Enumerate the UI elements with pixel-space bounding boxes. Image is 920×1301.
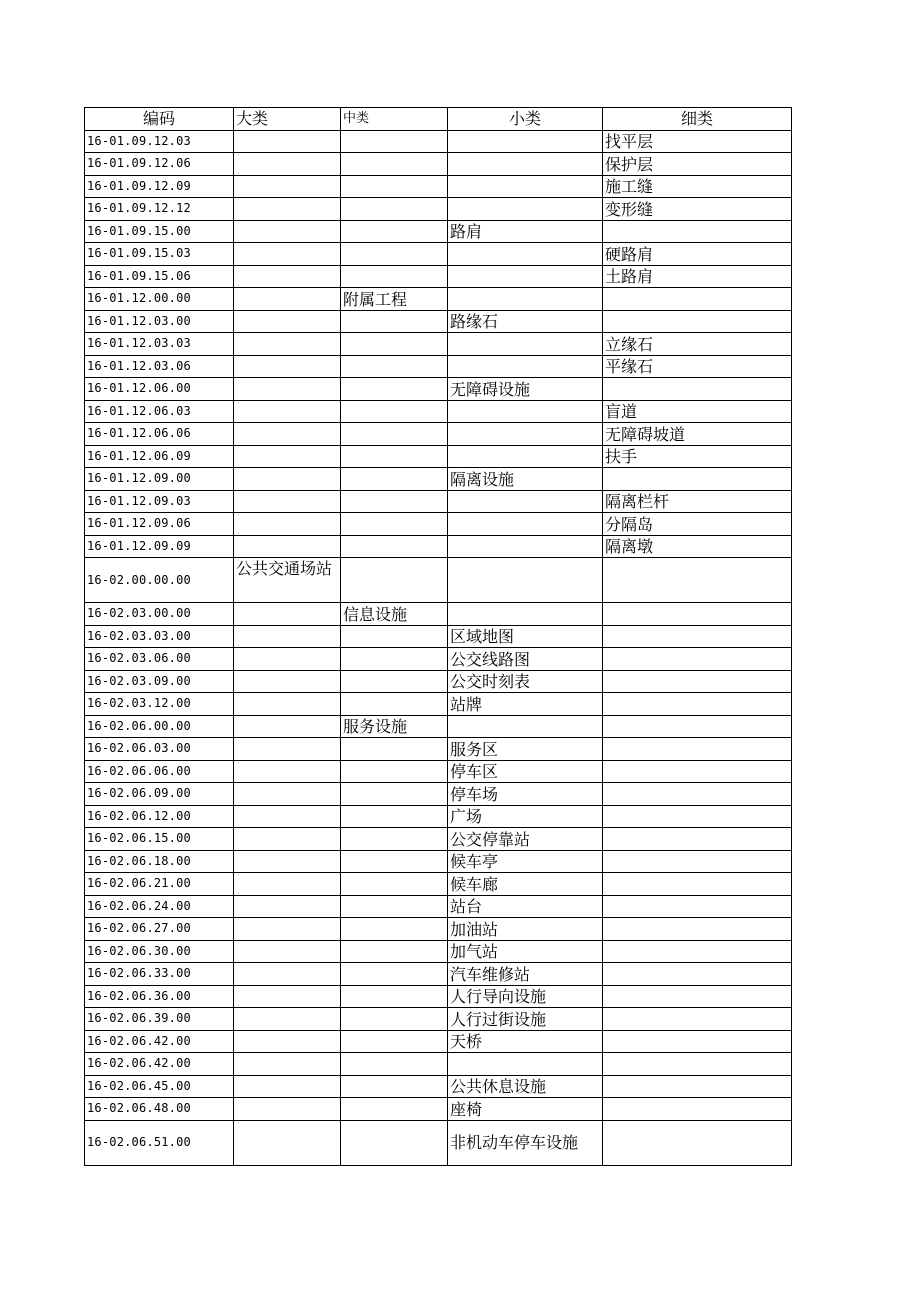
cell-code: 16-02.03.09.00: [85, 670, 234, 693]
cell-middle: [341, 400, 448, 423]
table-row: [85, 895, 792, 918]
cell-code: 16-02.06.36.00: [85, 985, 234, 1008]
cell-code: 16-02.06.48.00: [85, 1098, 234, 1121]
cell-major: [234, 1075, 341, 1098]
table-row: [85, 1053, 792, 1076]
table-row: [85, 445, 792, 468]
cell-detail: [603, 670, 792, 693]
cell-code: 16-01.12.09.06: [85, 513, 234, 536]
cell-major: [234, 468, 341, 491]
cell-minor: 公交停靠站: [448, 828, 603, 851]
cell-middle: [341, 693, 448, 716]
cell-code: 16-02.06.33.00: [85, 963, 234, 986]
cell-minor: 加气站: [448, 940, 603, 963]
cell-middle: [341, 850, 448, 873]
cell-major: [234, 198, 341, 221]
cell-minor: [448, 130, 603, 153]
cell-detail: [603, 918, 792, 941]
cell-code: 16-02.06.03.00: [85, 738, 234, 761]
cell-detail: [603, 693, 792, 716]
header-code: 编码: [85, 108, 234, 131]
table-row: [85, 220, 792, 243]
cell-code: 16-01.12.09.09: [85, 535, 234, 558]
cell-major: [234, 445, 341, 468]
cell-code: 16-01.09.12.12: [85, 198, 234, 221]
cell-middle: [341, 1075, 448, 1098]
cell-detail: [603, 288, 792, 311]
cell-detail: 找平层: [603, 130, 792, 153]
cell-major: [234, 378, 341, 401]
cell-minor: [448, 513, 603, 536]
cell-middle: [341, 648, 448, 671]
cell-detail: 隔离栏杆: [603, 490, 792, 513]
cell-minor: 广场: [448, 805, 603, 828]
cell-middle: [341, 760, 448, 783]
header-row: [85, 108, 792, 131]
cell-middle: [341, 153, 448, 176]
table-row: [85, 288, 792, 311]
cell-middle: [341, 1098, 448, 1121]
table-row: [85, 715, 792, 738]
cell-detail: 土路肩: [603, 265, 792, 288]
cell-code: 16-01.12.06.06: [85, 423, 234, 446]
cell-code: 16-01.09.15.00: [85, 220, 234, 243]
table-row: [85, 738, 792, 761]
cell-major: 公共交通场站: [234, 558, 341, 603]
cell-code: 16-02.06.45.00: [85, 1075, 234, 1098]
table-row: [85, 828, 792, 851]
cell-middle: [341, 828, 448, 851]
cell-code: 16-02.06.51.00: [85, 1120, 234, 1165]
table-row: [85, 490, 792, 513]
cell-minor: 天桥: [448, 1030, 603, 1053]
cell-major: [234, 918, 341, 941]
cell-major: [234, 940, 341, 963]
cell-detail: [603, 963, 792, 986]
classification-table: [84, 107, 792, 1166]
cell-code: 16-02.06.06.00: [85, 760, 234, 783]
cell-code: 16-01.09.12.06: [85, 153, 234, 176]
cell-major: [234, 153, 341, 176]
cell-detail: [603, 738, 792, 761]
cell-major: [234, 985, 341, 1008]
cell-detail: 施工缝: [603, 175, 792, 198]
cell-middle: 信息设施: [341, 603, 448, 626]
table-row: [85, 153, 792, 176]
cell-code: 16-02.06.42.00: [85, 1053, 234, 1076]
cell-major: [234, 175, 341, 198]
cell-middle: [341, 895, 448, 918]
cell-middle: [341, 625, 448, 648]
table-row: [85, 355, 792, 378]
header-major: 大类: [234, 108, 341, 131]
cell-detail: 立缘石: [603, 333, 792, 356]
cell-major: [234, 490, 341, 513]
cell-major: [234, 333, 341, 356]
table-row: [85, 1075, 792, 1098]
table-row: [85, 648, 792, 671]
cell-detail: [603, 378, 792, 401]
cell-middle: [341, 963, 448, 986]
cell-middle: [341, 873, 448, 896]
cell-minor: [448, 490, 603, 513]
cell-minor: [448, 535, 603, 558]
cell-detail: [603, 220, 792, 243]
cell-detail: 平缘石: [603, 355, 792, 378]
cell-major: [234, 715, 341, 738]
cell-minor: [448, 355, 603, 378]
table-row: [85, 198, 792, 221]
cell-minor: 人行导向设施: [448, 985, 603, 1008]
header-middle: 中类: [341, 108, 448, 131]
cell-code: 16-02.06.42.00: [85, 1030, 234, 1053]
cell-middle: [341, 940, 448, 963]
cell-detail: [603, 873, 792, 896]
cell-code: 16-01.12.00.00: [85, 288, 234, 311]
cell-major: [234, 625, 341, 648]
table-row: [85, 130, 792, 153]
cell-code: 16-02.06.39.00: [85, 1008, 234, 1031]
cell-code: 16-01.09.12.09: [85, 175, 234, 198]
cell-middle: [341, 1008, 448, 1031]
cell-middle: [341, 783, 448, 806]
cell-code: 16-01.09.15.03: [85, 243, 234, 266]
cell-minor: 服务区: [448, 738, 603, 761]
cell-detail: [603, 603, 792, 626]
cell-middle: 附属工程: [341, 288, 448, 311]
cell-major: [234, 535, 341, 558]
cell-major: [234, 963, 341, 986]
cell-detail: [603, 715, 792, 738]
table-row: [85, 423, 792, 446]
cell-minor: [448, 400, 603, 423]
cell-detail: [603, 940, 792, 963]
table-row: [85, 603, 792, 626]
table-row: [85, 963, 792, 986]
cell-minor: 路肩: [448, 220, 603, 243]
cell-detail: [603, 1120, 792, 1165]
cell-code: 16-02.03.12.00: [85, 693, 234, 716]
cell-detail: 硬路肩: [603, 243, 792, 266]
cell-major: [234, 1030, 341, 1053]
table-row: [85, 1098, 792, 1121]
cell-detail: [603, 850, 792, 873]
cell-minor: 区域地图: [448, 625, 603, 648]
cell-middle: [341, 805, 448, 828]
cell-minor: [448, 175, 603, 198]
table-row: [85, 670, 792, 693]
cell-middle: [341, 423, 448, 446]
cell-minor: 隔离设施: [448, 468, 603, 491]
cell-major: [234, 828, 341, 851]
cell-middle: [341, 513, 448, 536]
cell-major: [234, 130, 341, 153]
cell-detail: [603, 310, 792, 333]
cell-middle: [341, 1030, 448, 1053]
cell-minor: [448, 445, 603, 468]
cell-major: [234, 220, 341, 243]
table-row: [85, 513, 792, 536]
table-row: [85, 400, 792, 423]
cell-middle: [341, 220, 448, 243]
cell-minor: [448, 198, 603, 221]
cell-major: [234, 648, 341, 671]
cell-major: [234, 513, 341, 536]
cell-middle: [341, 985, 448, 1008]
table-row: [85, 985, 792, 1008]
cell-middle: [341, 130, 448, 153]
cell-minor: 汽车维修站: [448, 963, 603, 986]
cell-minor: [448, 153, 603, 176]
table-row: [85, 558, 792, 603]
cell-code: 16-01.12.06.00: [85, 378, 234, 401]
cell-middle: [341, 918, 448, 941]
cell-middle: [341, 468, 448, 491]
cell-minor: 候车亭: [448, 850, 603, 873]
cell-middle: [341, 355, 448, 378]
cell-detail: [603, 1008, 792, 1031]
cell-middle: [341, 558, 448, 603]
cell-detail: [603, 1030, 792, 1053]
cell-major: [234, 1098, 341, 1121]
cell-code: 16-01.12.06.09: [85, 445, 234, 468]
cell-major: [234, 783, 341, 806]
table-row: [85, 625, 792, 648]
cell-middle: [341, 378, 448, 401]
cell-middle: [341, 198, 448, 221]
cell-detail: 分隔岛: [603, 513, 792, 536]
cell-detail: [603, 468, 792, 491]
table-row: [85, 1008, 792, 1031]
cell-major: [234, 603, 341, 626]
header-detail: 细类: [603, 108, 792, 131]
cell-major: [234, 1053, 341, 1076]
cell-major: [234, 1120, 341, 1165]
table-row: [85, 175, 792, 198]
cell-code: 16-01.12.09.03: [85, 490, 234, 513]
cell-middle: [341, 1120, 448, 1165]
cell-detail: [603, 1053, 792, 1076]
cell-code: 16-01.12.03.03: [85, 333, 234, 356]
cell-minor: 停车区: [448, 760, 603, 783]
cell-detail: [603, 1075, 792, 1098]
table-row: [85, 310, 792, 333]
header-minor: 小类: [448, 108, 603, 131]
cell-code: 16-02.06.24.00: [85, 895, 234, 918]
cell-detail: 保护层: [603, 153, 792, 176]
cell-minor: [448, 265, 603, 288]
cell-minor: [448, 423, 603, 446]
cell-minor: [448, 333, 603, 356]
cell-major: [234, 355, 341, 378]
cell-detail: 扶手: [603, 445, 792, 468]
cell-middle: [341, 243, 448, 266]
cell-code: 16-01.12.03.06: [85, 355, 234, 378]
cell-code: 16-02.06.15.00: [85, 828, 234, 851]
cell-code: 16-02.06.21.00: [85, 873, 234, 896]
cell-minor: [448, 243, 603, 266]
cell-code: 16-02.06.12.00: [85, 805, 234, 828]
cell-major: [234, 850, 341, 873]
table-row: [85, 243, 792, 266]
cell-minor: 路缘石: [448, 310, 603, 333]
cell-middle: [341, 490, 448, 513]
cell-middle: [341, 535, 448, 558]
cell-middle: [341, 333, 448, 356]
cell-major: [234, 805, 341, 828]
cell-minor: 站台: [448, 895, 603, 918]
cell-major: [234, 873, 341, 896]
cell-minor: 人行过街设施: [448, 1008, 603, 1031]
cell-minor: 站牌: [448, 693, 603, 716]
cell-detail: [603, 828, 792, 851]
table-row: [85, 265, 792, 288]
table-row: [85, 333, 792, 356]
cell-code: 16-02.06.27.00: [85, 918, 234, 941]
table-row: [85, 783, 792, 806]
cell-minor: [448, 715, 603, 738]
cell-detail: 盲道: [603, 400, 792, 423]
cell-minor: 候车廊: [448, 873, 603, 896]
table-row: [85, 1030, 792, 1053]
table-row: [85, 378, 792, 401]
cell-minor: 加油站: [448, 918, 603, 941]
cell-code: 16-01.12.06.03: [85, 400, 234, 423]
cell-middle: [341, 1053, 448, 1076]
table-row: [85, 693, 792, 716]
cell-middle: [341, 175, 448, 198]
cell-minor: [448, 558, 603, 603]
cell-code: 16-02.06.18.00: [85, 850, 234, 873]
cell-detail: [603, 760, 792, 783]
cell-code: 16-01.12.09.00: [85, 468, 234, 491]
cell-code: 16-02.03.00.00: [85, 603, 234, 626]
cell-middle: [341, 670, 448, 693]
cell-minor: 停车场: [448, 783, 603, 806]
cell-major: [234, 738, 341, 761]
cell-major: [234, 670, 341, 693]
cell-major: [234, 310, 341, 333]
cell-middle: 服务设施: [341, 715, 448, 738]
cell-detail: [603, 895, 792, 918]
cell-major: [234, 895, 341, 918]
cell-minor: 公交线路图: [448, 648, 603, 671]
table-row: [85, 873, 792, 896]
cell-major: [234, 243, 341, 266]
table-row: [85, 468, 792, 491]
table-row: [85, 805, 792, 828]
cell-minor: 公交时刻表: [448, 670, 603, 693]
cell-detail: [603, 648, 792, 671]
cell-minor: 非机动车停车设施: [448, 1120, 603, 1165]
cell-code: 16-02.06.30.00: [85, 940, 234, 963]
cell-major: [234, 693, 341, 716]
cell-code: 16-02.03.06.00: [85, 648, 234, 671]
cell-minor: 公共休息设施: [448, 1075, 603, 1098]
cell-code: 16-02.06.09.00: [85, 783, 234, 806]
cell-minor: [448, 288, 603, 311]
cell-detail: [603, 783, 792, 806]
cell-minor: 座椅: [448, 1098, 603, 1121]
cell-code: 16-02.03.03.00: [85, 625, 234, 648]
table-row: [85, 760, 792, 783]
cell-major: [234, 288, 341, 311]
cell-major: [234, 265, 341, 288]
cell-major: [234, 423, 341, 446]
cell-code: 16-01.09.15.06: [85, 265, 234, 288]
table-row: [85, 940, 792, 963]
cell-middle: [341, 310, 448, 333]
cell-minor: 无障碍设施: [448, 378, 603, 401]
cell-minor: [448, 1053, 603, 1076]
cell-code: 16-01.12.03.00: [85, 310, 234, 333]
cell-minor: [448, 603, 603, 626]
cell-detail: [603, 1098, 792, 1121]
cell-middle: [341, 738, 448, 761]
cell-code: 16-01.09.12.03: [85, 130, 234, 153]
table-row: [85, 918, 792, 941]
cell-detail: 隔离墩: [603, 535, 792, 558]
cell-major: [234, 1008, 341, 1031]
cell-detail: [603, 985, 792, 1008]
cell-detail: 无障碍坡道: [603, 423, 792, 446]
table-row: [85, 850, 792, 873]
cell-detail: [603, 558, 792, 603]
table-row: [85, 535, 792, 558]
table-body: [85, 130, 792, 1165]
cell-middle: [341, 445, 448, 468]
cell-major: [234, 760, 341, 783]
cell-detail: 变形缝: [603, 198, 792, 221]
cell-detail: [603, 805, 792, 828]
cell-detail: [603, 625, 792, 648]
cell-code: 16-02.00.00.00: [85, 558, 234, 603]
cell-major: [234, 400, 341, 423]
cell-middle: [341, 265, 448, 288]
table-row: [85, 1120, 792, 1165]
cell-code: 16-02.06.00.00: [85, 715, 234, 738]
